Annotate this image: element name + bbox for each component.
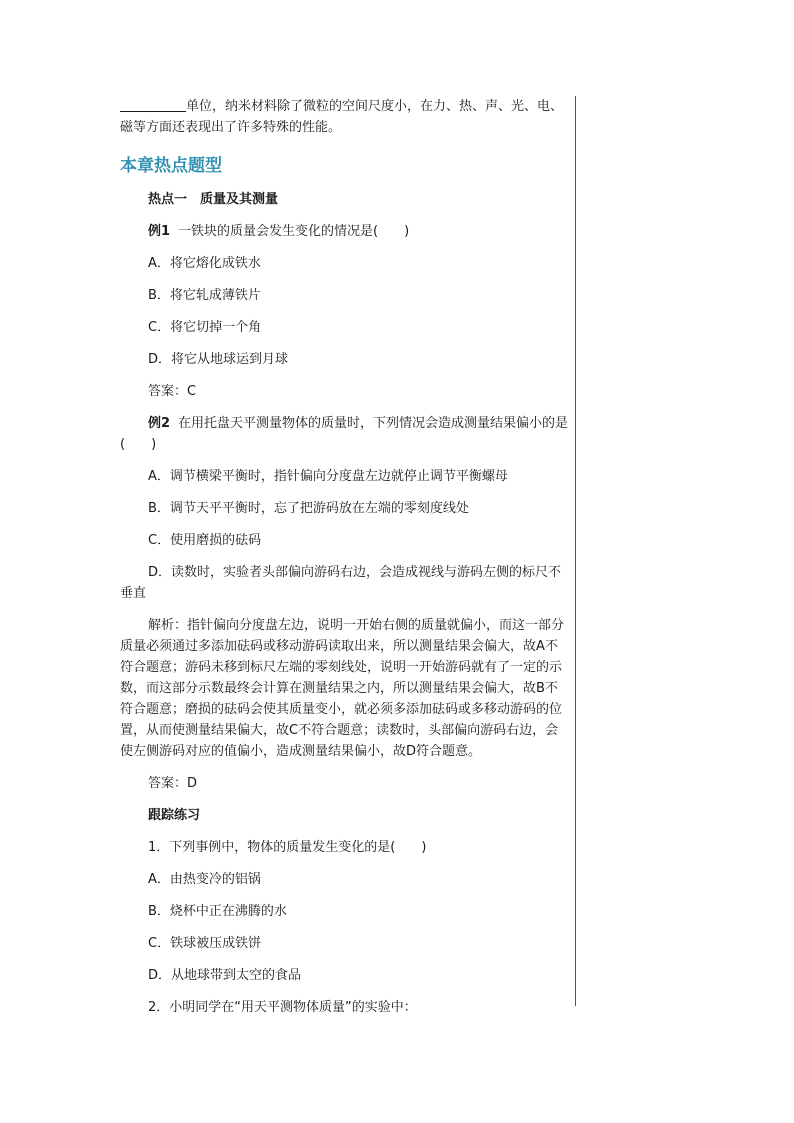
practice-q1-option-d: D．从地球带到太空的食品	[148, 968, 302, 983]
example1-question: 例1 一铁块的质量会发生变化的情况是( )	[148, 224, 410, 239]
practice-title: 跟踪练习	[148, 808, 201, 823]
practice-q1-option-c: C．铁球被压成铁饼	[148, 936, 262, 951]
example1-option-c: C．将它切掉一个角	[148, 320, 262, 335]
intro-paragraph: 单位，纳米材料除了微粒的空间尺度小，在力、热、声、光、电、磁等方面还表现出了许多特殊的性能。	[120, 99, 564, 135]
example2-option-a: A．调节横梁平衡时，指针偏向分度盘左边就停止调节平衡螺母	[148, 469, 508, 484]
example2-option-b: B．调节天平平衡时，忘了把游码放在左端的零刻度线处	[148, 501, 469, 516]
practice-q2-question: 2．小明同学在“用天平测物体质量”的实验中：	[148, 1000, 417, 1015]
example1-option-b: B．将它轧成薄铁片	[148, 288, 261, 303]
example2-analysis: 解析：指针偏向分度盘左边，说明一开始右侧的质量就偏小，而这一部分质量必须通过多添加砝码或移动游码读取出来，所以测量结果会偏大，故A不符合题意；游码未移到标尺左端的零刻线处，说明一开始游码就有了一定的示数，而这部分示数最终会计算在测量结果之内，所以测量结果会偏大，故B不符合题意；磨损的砝码会使其质量变小，就必须多添加砝码或多移动游码的位置，从而使测量结果偏大，故C不符合题意；读数时，头部偏向游码右边，会使左侧游码对应的值偏小，造成测量结果偏小，故D符合题意。	[120, 618, 565, 759]
example2-option-c: C．使用磨损的砝码	[148, 533, 262, 548]
example1-option-d: D．将它从地球运到月球	[148, 352, 289, 367]
example1-option-a: A．将它熔化成铁水	[148, 256, 261, 271]
margin-rule	[575, 96, 576, 1006]
document-content	[120, 96, 570, 1018]
section-title: 本章热点题型	[120, 156, 222, 176]
example2-question: 例2 在用托盘天平测量物体的质量时，下列情况会造成测量结果偏小的是( )	[120, 416, 569, 452]
example2-option-d: D．读数时，实验者头部偏向游码右边，会造成视线与游码左侧的标尺不垂直	[120, 565, 562, 601]
example2-answer: 答案：D	[148, 776, 198, 791]
hotspot-heading: 热点一 质量及其测量	[148, 192, 279, 207]
practice-q1-option-a: A．由热变冷的铝锅	[148, 872, 261, 887]
fill-blank	[120, 97, 186, 112]
practice-q1-option-b: B．烧杯中正在沸腾的水	[148, 904, 287, 919]
practice-q1-question: 1．下列事例中，物体的质量发生变化的是( )	[148, 840, 427, 855]
example1-answer: 答案：C	[148, 384, 197, 399]
